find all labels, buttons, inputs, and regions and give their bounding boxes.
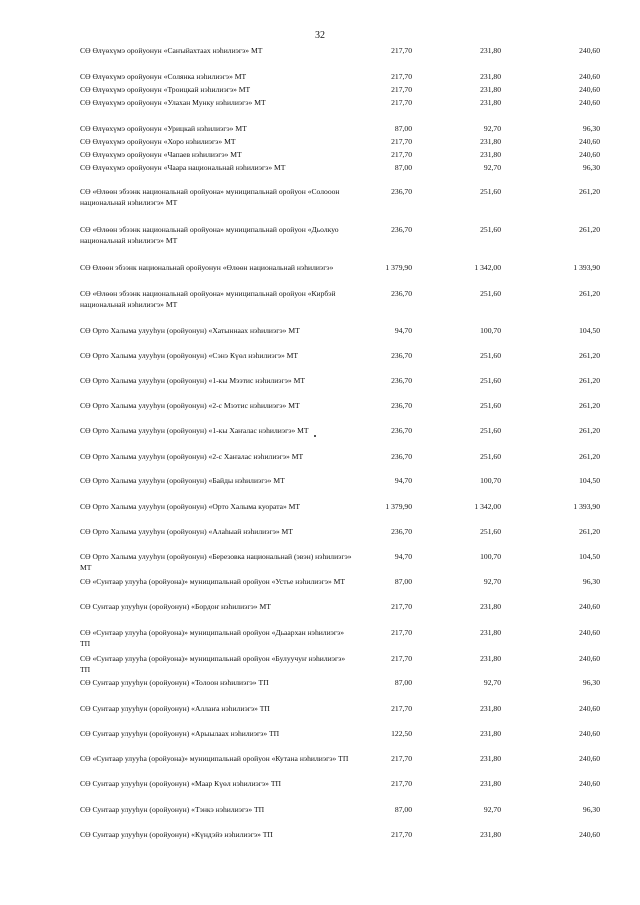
municipality-name: СӨ Өлүөхүмэ оройуонун «Хоро нэһилиэгэ» МТ xyxy=(80,137,236,146)
value-col-2: 92,70 xyxy=(483,577,501,586)
municipality-name: СӨ Өлүөхүмэ оройуонун «Чаара национальнай нэһилиэгэ» МТ xyxy=(80,163,286,172)
value-col-2: 92,70 xyxy=(483,805,501,814)
value-col-1: 217,70 xyxy=(391,779,412,788)
value-col-2: 100,70 xyxy=(480,552,501,561)
value-col-1: 87,00 xyxy=(394,805,412,814)
value-col-2: 231,80 xyxy=(480,754,501,763)
value-col-2: 251,60 xyxy=(480,376,501,385)
municipality-name: СӨ «Өлөөн эбээнк национальнай оройуона» муниципальнай оройуон «Кирбэй национальнай нэһилиэгэ» МТ xyxy=(80,289,336,309)
value-col-1: 217,70 xyxy=(391,137,412,146)
municipality-name: СӨ Орто Халыма улууһун (оройуонун) «Байды нэһилиэгэ» МТ xyxy=(80,476,285,485)
value-col-1: 236,70 xyxy=(391,187,412,196)
value-col-2: 251,60 xyxy=(480,401,501,410)
value-col-1: 217,70 xyxy=(391,628,412,637)
value-col-2: 251,60 xyxy=(480,225,501,234)
value-col-2: 251,60 xyxy=(480,527,501,536)
value-col-2: 231,80 xyxy=(480,98,501,107)
value-col-2: 231,80 xyxy=(480,729,501,738)
value-col-3: 240,60 xyxy=(579,85,600,94)
value-col-2: 251,60 xyxy=(480,351,501,360)
municipality-name: СӨ Орто Халыма улууһун (оройуонун) «Орто Халыма куората» МТ xyxy=(80,502,301,511)
value-col-1: 217,70 xyxy=(391,98,412,107)
value-col-3: 240,60 xyxy=(579,779,600,788)
value-col-3: 240,60 xyxy=(579,602,600,611)
value-col-2: 92,70 xyxy=(483,124,501,133)
value-col-3: 261,20 xyxy=(579,351,600,360)
municipality-name: СӨ «Өлөөн эбээнк национальнай оройуона» муниципальнай оройуон «Дьолкуо национальнай нэһилиэгэ» МТ xyxy=(80,225,339,245)
value-col-2: 251,60 xyxy=(480,289,501,298)
value-col-1: 217,70 xyxy=(391,150,412,159)
value-col-1: 217,70 xyxy=(391,754,412,763)
value-col-3: 240,60 xyxy=(579,137,600,146)
value-col-1: 236,70 xyxy=(391,376,412,385)
municipality-name: СӨ Сунтаар улууһун (оройуонун) «Күндэйэ нэһилиэгэ» ТП xyxy=(80,830,273,839)
municipality-name: СӨ Орто Халыма улууһун (оройуонун) «Березовка национальнай (эвэн) нэһилиэгэ» МТ xyxy=(80,552,352,572)
value-col-2: 231,80 xyxy=(480,654,501,663)
value-col-3: 104,50 xyxy=(579,326,600,335)
value-col-1: 217,70 xyxy=(391,654,412,663)
municipality-name: СӨ Өлүөхүмэ оройуонун «Троицкай нэһилиэгэ» МТ xyxy=(80,85,251,94)
value-col-3: 96,30 xyxy=(582,805,600,814)
value-col-1: 217,70 xyxy=(391,602,412,611)
value-col-2: 92,70 xyxy=(483,163,501,172)
value-col-3: 104,50 xyxy=(579,476,600,485)
value-col-1: 236,70 xyxy=(391,527,412,536)
municipality-name: СӨ Сунтаар улууһун (оройуонун) «Бордоҥ нэһилиэгэ» МТ xyxy=(80,602,271,611)
value-col-1: 87,00 xyxy=(394,163,412,172)
value-col-2: 251,60 xyxy=(480,426,501,435)
municipality-name: СӨ Өлүөхүмэ оройуонун «Улахан Мунку нэһилиэгэ» МТ xyxy=(80,98,266,107)
value-col-1: 217,70 xyxy=(391,72,412,81)
value-col-3: 240,60 xyxy=(579,46,600,55)
municipality-name: СӨ Орто Халыма улууһун (оройуонун) «1-кы Хаҥалас нэһилиэгэ» МТ xyxy=(80,426,309,435)
value-col-3: 261,20 xyxy=(579,426,600,435)
value-col-1: 236,70 xyxy=(391,401,412,410)
value-col-3: 240,60 xyxy=(579,654,600,663)
value-col-2: 100,70 xyxy=(480,476,501,485)
value-col-3: 104,50 xyxy=(579,552,600,561)
municipality-name: СӨ Сунтаар улууһун (оройуонун) «Маар Күөл нэһилиэгэ» ТП xyxy=(80,779,281,788)
value-col-3: 261,20 xyxy=(579,376,600,385)
value-col-1: 236,70 xyxy=(391,426,412,435)
value-col-3: 240,60 xyxy=(579,830,600,839)
municipality-name: СӨ Өлүөхүмэ оройуонун «Саҥыйахтаах нэһилиэгэ» МТ xyxy=(80,46,263,55)
value-col-2: 231,80 xyxy=(480,704,501,713)
value-col-1: 94,70 xyxy=(394,476,412,485)
value-col-3: 261,20 xyxy=(579,452,600,461)
value-col-2: 231,80 xyxy=(480,602,501,611)
value-col-3: 1 393,90 xyxy=(573,263,600,272)
value-col-2: 100,70 xyxy=(480,326,501,335)
value-col-1: 1 379,90 xyxy=(385,263,412,272)
municipality-name: СӨ Өлүөхүмэ оройуонун «Солянка нэһилиэгэ» МТ xyxy=(80,72,247,81)
value-col-2: 231,80 xyxy=(480,85,501,94)
value-col-1: 94,70 xyxy=(394,552,412,561)
value-col-3: 1 393,90 xyxy=(573,502,600,511)
value-col-3: 240,60 xyxy=(579,72,600,81)
municipality-name: СӨ «Сунтаар улууһа (оройуона)» муниципальнай оройуон «Устье нэһилиэгэ» МТ xyxy=(80,577,346,586)
value-col-2: 251,60 xyxy=(480,187,501,196)
value-col-3: 240,60 xyxy=(579,150,600,159)
value-col-1: 94,70 xyxy=(394,326,412,335)
value-col-1: 217,70 xyxy=(391,830,412,839)
value-col-2: 231,80 xyxy=(480,72,501,81)
municipality-name: СӨ Сунтаар улууһун (оройуонун) «Толоон нэһилиэгэ» ТП xyxy=(80,678,269,687)
municipality-name: СӨ Сунтаар улууһун (оройуонун) «Арыылаах нэһилиэгэ» ТП xyxy=(80,729,280,738)
value-col-3: 261,20 xyxy=(579,527,600,536)
value-col-3: 240,60 xyxy=(579,754,600,763)
value-col-3: 261,20 xyxy=(579,401,600,410)
value-col-2: 1 342,00 xyxy=(474,502,501,511)
value-col-3: 261,20 xyxy=(579,187,600,196)
municipality-name: СӨ Орто Халыма улууһун (оройуонун) «Сэнэ Күөл нэһилиэгэ» МТ xyxy=(80,351,299,360)
municipality-name: СӨ Орто Халыма улууһун (оройуонун) «Алаһыай нэһилиэгэ» МТ xyxy=(80,527,293,536)
value-col-1: 122,50 xyxy=(391,729,412,738)
municipality-name: СӨ Орто Халыма улууһун (оройуонун) «2-с Мээтис нэһилиэгэ» МТ xyxy=(80,401,300,410)
municipality-name: СӨ Орто Халыма улууһун (оройуонун) «Хатыннаах нэһилиэгэ» МТ xyxy=(80,326,300,335)
page-number: 32 xyxy=(315,30,325,41)
value-col-3: 261,20 xyxy=(579,225,600,234)
value-col-3: 261,20 xyxy=(579,289,600,298)
value-col-2: 92,70 xyxy=(483,678,501,687)
value-col-3: 96,30 xyxy=(582,678,600,687)
value-col-3: 96,30 xyxy=(582,163,600,172)
value-col-2: 231,80 xyxy=(480,137,501,146)
value-col-1: 87,00 xyxy=(394,124,412,133)
municipality-name: СӨ Орто Халыма улууһун (оройуонун) «2-с Хаҥалас нэһилиэгэ» МТ xyxy=(80,452,304,461)
value-col-2: 231,80 xyxy=(480,779,501,788)
value-col-3: 240,60 xyxy=(579,98,600,107)
municipality-name: СӨ Өлөөн эбээнк национальнай оройуонун «Өлөөн национальнай нэһилиэгэ» xyxy=(80,263,334,272)
municipality-name: СӨ «Өлөөн эбээнк национальнай оройуона» муниципальнай оройуон «Солооон национальнай нэһилиэгэ» МТ xyxy=(80,187,340,207)
value-col-3: 240,60 xyxy=(579,729,600,738)
municipality-name: СӨ Өлүөхүмэ оройуонун «Урицкай нэһилиэгэ» МТ xyxy=(80,124,247,133)
municipality-name: СӨ Сунтаар улууһун (оройуонун) «Тэнкэ нэһилиэгэ» ТП xyxy=(80,805,265,814)
value-col-1: 87,00 xyxy=(394,577,412,586)
value-col-3: 240,60 xyxy=(579,628,600,637)
value-col-1: 217,70 xyxy=(391,704,412,713)
value-col-1: 236,70 xyxy=(391,452,412,461)
value-col-1: 236,70 xyxy=(391,289,412,298)
municipality-name: СӨ Орто Халыма улууһун (оройуонун) «1-кы Мээтис нэһилиэгэ» МТ xyxy=(80,376,306,385)
municipality-name: СӨ «Сунтаар улууһа (оройуона)» муниципальнай оройуон «Кутана нэһилиэгэ» ТП xyxy=(80,754,349,763)
municipality-name: СӨ «Сунтаар улууһа (оройуона)» муниципальнай оройуон «Дьаархан нэһилиэгэ» ТП xyxy=(80,628,345,648)
value-col-2: 231,80 xyxy=(480,830,501,839)
value-col-3: 96,30 xyxy=(582,577,600,586)
value-col-1: 1 379,90 xyxy=(385,502,412,511)
value-col-1: 236,70 xyxy=(391,225,412,234)
scan-speck xyxy=(314,435,316,437)
value-col-2: 231,80 xyxy=(480,150,501,159)
value-col-3: 240,60 xyxy=(579,704,600,713)
value-col-1: 217,70 xyxy=(391,46,412,55)
value-col-1: 87,00 xyxy=(394,678,412,687)
municipality-name: СӨ Өлүөхүмэ оройуонун «Чапаев нэһилиэгэ» МТ xyxy=(80,150,242,159)
value-col-1: 236,70 xyxy=(391,351,412,360)
value-col-2: 251,60 xyxy=(480,452,501,461)
municipality-name: СӨ «Сунтаар улууһа (оройуона)» муниципальнай оройуон «Булуучуҥ нэһилиэгэ» ТП xyxy=(80,654,346,674)
value-col-1: 217,70 xyxy=(391,85,412,94)
value-col-3: 96,30 xyxy=(582,124,600,133)
value-col-2: 231,80 xyxy=(480,46,501,55)
municipality-name: СӨ Сунтаар улууһун (оройуонун) «Аллаҥа нэһилиэгэ» ТП xyxy=(80,704,270,713)
value-col-2: 231,80 xyxy=(480,628,501,637)
value-col-2: 1 342,00 xyxy=(474,263,501,272)
